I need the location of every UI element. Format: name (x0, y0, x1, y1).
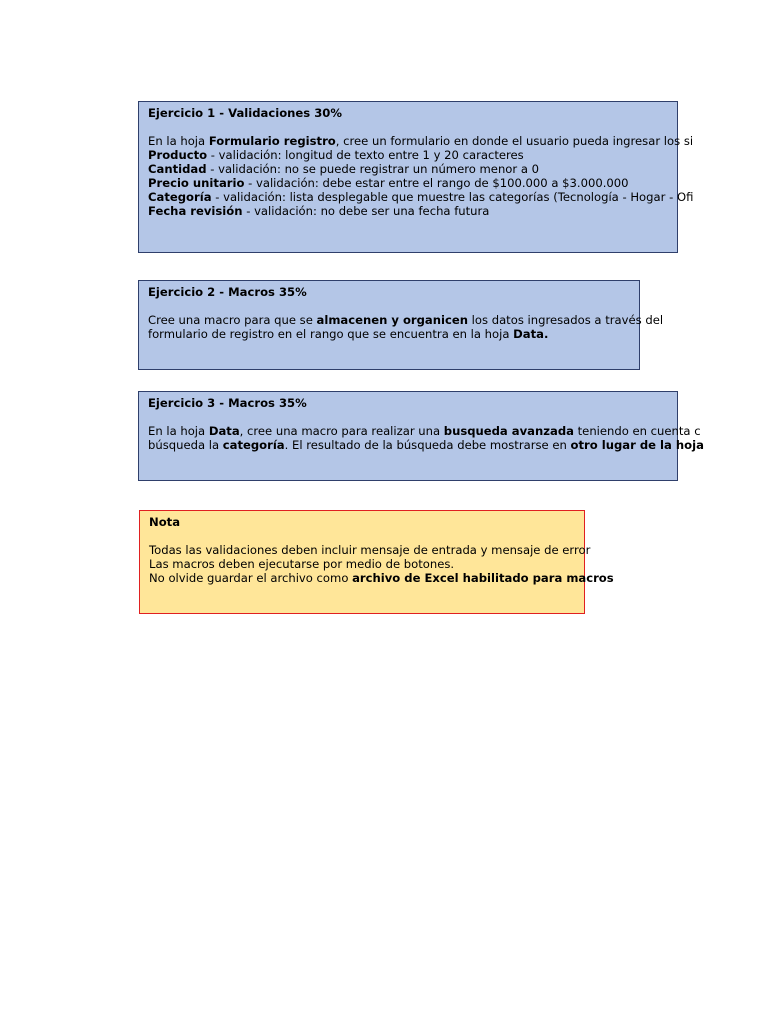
exercise-1-item-precio (148, 176, 669, 190)
exercise-3-line-1-mid: , cree una macro para realizar una (239, 424, 444, 438)
exercise-2-line-2-bold: Data. (513, 327, 549, 341)
exercise-1-item-label: Producto (148, 148, 208, 162)
exercise-3-line-1 (148, 424, 701, 438)
exercise-1-item-fecha (148, 204, 669, 218)
exercise-1-item-label: Precio unitario (148, 176, 245, 190)
exercise-1-item-text: - validación: lista desplegable que muestre las categorías (Tecnología - Hogar - Ofi (211, 190, 694, 204)
exercise-2-line-2-pre: formulario de registro en el rango que se encuentra en la hoja (148, 327, 514, 341)
exercise-1-item-label: Fecha revisión (148, 204, 243, 218)
exercise-2-title: Ejercicio 2 - Macros 35% (148, 285, 307, 299)
exercise-3-line-2-bold-2: otro lugar de la hoja (570, 438, 704, 452)
exercise-2-line-1 (148, 313, 664, 327)
note-line-3-bold: archivo de Excel habilitado para macros (352, 571, 614, 585)
exercise-3-line-1-bold-1: Data (208, 424, 240, 438)
exercise-3-line-2-pre: búsqueda la (148, 438, 223, 452)
note-box (139, 510, 614, 614)
exercise-1-item-text: - validación: no se puede registrar un número menor a 0 (206, 162, 540, 176)
exercise-1-item-cantidad (148, 162, 669, 176)
exercise-3-line-2-bold-1: categoría (222, 438, 285, 452)
exercise-1-intro (148, 134, 694, 148)
exercise-1-intro-post: , cree un formulario en donde el usuario pueda ingresar los si (335, 134, 694, 148)
exercise-2-line-1-post: los datos ingresados a través del (467, 313, 664, 327)
exercise-2-box (138, 280, 664, 370)
note-line-3-pre: No olvide guardar el archivo como (149, 571, 353, 585)
exercise-1-item-label: Cantidad (148, 162, 207, 176)
exercise-1-item-text: - validación: debe estar entre el rango de $100.000 a $3.000.000 (244, 176, 629, 190)
exercise-1-intro-sheet: Formulario registro (208, 134, 336, 148)
exercise-2-line-1-bold: almacenen y organicen (316, 313, 468, 327)
exercise-1-item-text: - validación: longitud de texto entre 1 y 20 caracteres (207, 148, 524, 162)
exercise-3-line-1-bold-2: busqueda avanzada (443, 424, 574, 438)
exercise-3-line-1-pre: En la hoja (148, 424, 209, 438)
note-line-2: Las macros deben ejecutarse por medio de botones. (149, 557, 455, 571)
exercise-1-box (138, 101, 694, 253)
note-title: Nota (149, 515, 181, 529)
exercise-3-line-2-mid: . El resultado de la búsqueda debe mostrarse en (284, 438, 571, 452)
exercise-1-item-categoria (148, 190, 694, 204)
exercise-1-title: Ejercicio 1 - Validaciones 30% (148, 106, 342, 120)
exercise-3-title: Ejercicio 3 - Macros 35% (148, 396, 307, 410)
exercise-3-line-2 (148, 438, 704, 452)
exercise-2-line-2 (148, 327, 631, 341)
exercise-3-box (138, 391, 704, 481)
note-line-3 (149, 571, 614, 585)
exercise-1-intro-pre: En la hoja (148, 134, 209, 148)
exercise-1-item-label: Categoría (148, 190, 212, 204)
note-line-1: Todas las validaciones deben incluir mensaje de entrada y mensaje de error (149, 543, 591, 557)
exercise-1-item-producto (148, 148, 669, 162)
exercise-1-item-text: - validación: no debe ser una fecha futura (242, 204, 490, 218)
exercise-3-line-1-post: teniendo en cuenta c (573, 424, 701, 438)
exercise-2-line-1-pre: Cree una macro para que se (148, 313, 317, 327)
